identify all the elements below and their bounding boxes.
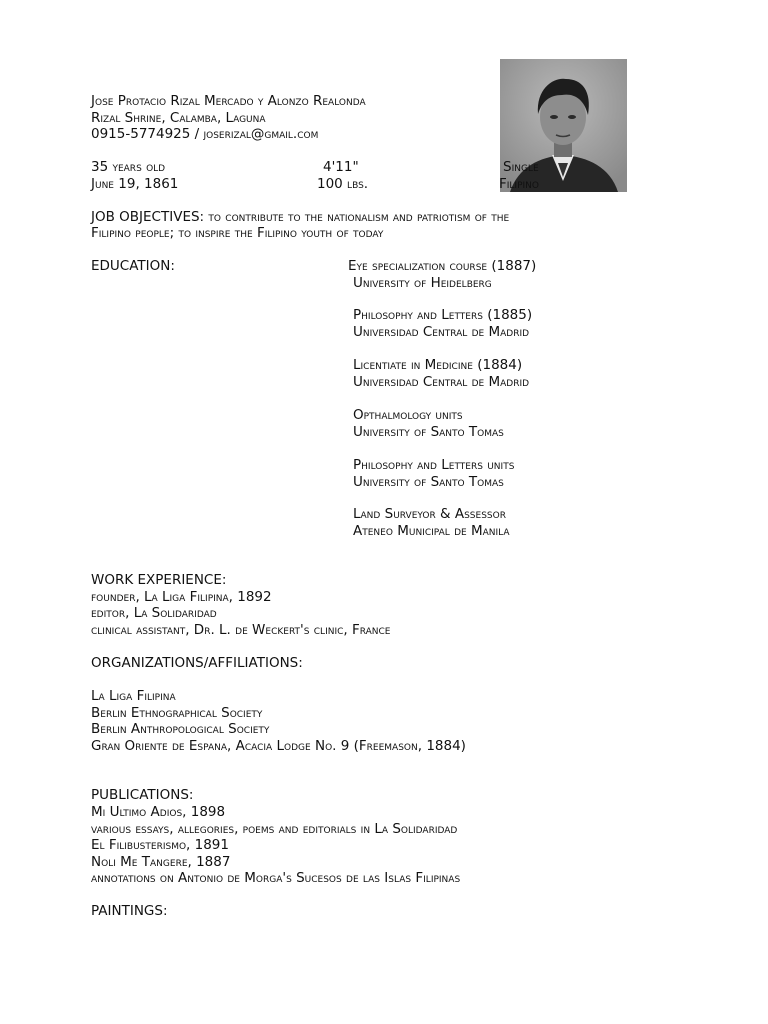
objectives-text-2: Filipino people; to inspire the Filipino youth of today	[91, 225, 384, 241]
education-course: Land Surveyor & Assessor	[353, 506, 506, 522]
education-school: University of Heidelberg	[353, 274, 492, 291]
education-course: Licentiate in Medicine (1884)	[353, 357, 523, 373]
publications-label: PUBLICATIONS:	[91, 787, 194, 803]
work-item: clinical assistant, Dr. L. de Weckert's clinic, France	[91, 622, 391, 638]
education-course: Philosophy and Letters units	[353, 457, 515, 473]
objectives-line-1	[91, 209, 509, 226]
full-name: Jose Protacio Rizal Mercado y Alonzo Realonda	[91, 93, 366, 109]
age: 35 years old	[91, 159, 166, 175]
organization-item: La Liga Filipina	[91, 688, 176, 704]
education-entry	[348, 357, 529, 390]
publication-item: Mi Ultimo Adios, 1898	[91, 804, 226, 820]
education-school: Universidad Central de Madrid	[353, 373, 530, 390]
education-entry	[348, 506, 510, 539]
work-item: editor, La Solidaridad	[91, 605, 217, 621]
contact-info: 0915-5774925 / joserizal@gmail.com	[91, 126, 319, 142]
publication-item: Noli Me Tangere, 1887	[91, 854, 231, 870]
organization-item: Gran Oriente de Espana, Acacia Lodge No. 9 (Freemason, 1884)	[91, 738, 466, 754]
education-school: Universidad Central de Madrid	[353, 323, 530, 340]
weight: 100 lbs.	[317, 176, 369, 192]
publication-item: various essays, allegories, poems and editorials in La Solidaridad	[91, 821, 458, 837]
education-entry	[348, 258, 536, 291]
publication-item: El Filibusterismo, 1891	[91, 837, 229, 853]
education-course: Eye specialization course (1887)	[348, 258, 537, 274]
objectives-label: JOB OBJECTIVES:	[91, 209, 205, 225]
education-school: University of Santo Tomas	[353, 423, 504, 440]
address: Rizal Shrine, Calamba, Laguna	[91, 110, 266, 126]
education-entry	[348, 457, 514, 490]
birthdate: June 19, 1861	[91, 176, 179, 192]
civil-status: Single	[503, 159, 539, 175]
education-entry	[348, 307, 532, 340]
nationality: Filipino	[499, 176, 539, 192]
publication-item: annotations on Antonio de Morga's Sucesos de las Islas Filipinas	[91, 870, 461, 886]
education-course: Opthalmology units	[353, 407, 463, 423]
organizations-label: ORGANIZATIONS/AFFILIATIONS:	[91, 655, 303, 671]
objectives-text-1: to contribute to the nationalism and patriotism of the	[208, 209, 510, 225]
paintings-label: PAINTINGS:	[91, 903, 168, 919]
organization-item: Berlin Ethnographical Society	[91, 705, 263, 721]
work-label: WORK EXPERIENCE:	[91, 572, 227, 588]
education-course: Philosophy and Letters (1885)	[353, 307, 533, 323]
height: 4'11"	[323, 159, 359, 175]
education-school: Ateneo Municipal de Manila	[353, 522, 510, 539]
organization-item: Berlin Anthropological Society	[91, 721, 270, 737]
work-item: founder, La Liga Filipina, 1892	[91, 589, 272, 605]
education-school: University of Santo Tomas	[353, 473, 504, 490]
education-entry	[348, 407, 504, 440]
education-label: EDUCATION:	[91, 258, 175, 274]
